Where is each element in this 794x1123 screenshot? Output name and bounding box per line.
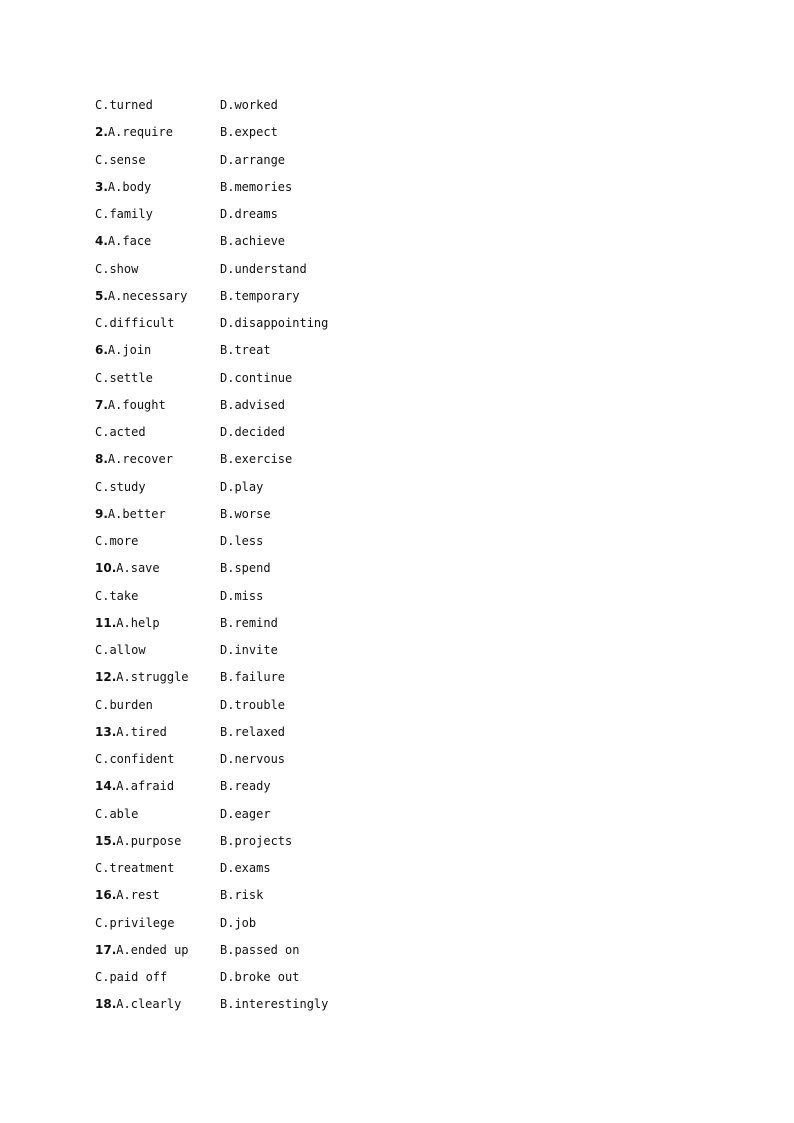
option-text: A.help: [116, 615, 160, 630]
option-left: [95, 96, 220, 114]
option-right: B.failure: [220, 670, 286, 685]
option-text: C.turned: [95, 98, 153, 112]
option-left: [95, 178, 220, 196]
option-text: C.privilege: [95, 915, 175, 930]
options-list: [95, 96, 715, 1023]
option-row: [95, 587, 715, 614]
option-right: D.dreams: [220, 207, 278, 221]
option-row: [95, 641, 715, 668]
option-row: [95, 314, 715, 341]
option-text: C.allow: [95, 643, 146, 657]
option-right: D.worked: [220, 98, 278, 112]
question-number: 13.: [95, 724, 117, 739]
option-left: [95, 859, 220, 877]
option-text: A.require: [107, 125, 173, 140]
option-right: D.miss: [220, 588, 264, 603]
option-left: [95, 914, 220, 932]
option-right: D.invite: [220, 643, 278, 657]
option-left: [95, 260, 220, 278]
option-row: [95, 832, 715, 859]
question-number: 17.: [95, 942, 117, 957]
option-right: B.interestingly: [220, 997, 329, 1012]
option-left: [95, 423, 220, 441]
option-left: [95, 750, 220, 768]
option-right: B.passed on: [220, 942, 300, 957]
option-left: [95, 151, 220, 169]
option-left: [95, 886, 220, 904]
option-left: [95, 450, 220, 468]
option-right: B.advised: [220, 397, 286, 412]
question-number: 7.: [95, 397, 108, 412]
option-row: [95, 396, 715, 423]
option-left: [95, 641, 220, 659]
option-left: [95, 478, 220, 496]
option-right: D.broke out: [220, 970, 300, 984]
option-left: [95, 341, 220, 359]
question-number: 9.: [95, 506, 108, 521]
question-number: 18.: [95, 997, 117, 1012]
option-row: [95, 123, 715, 150]
option-left: [95, 941, 220, 959]
option-text: A.tired: [116, 724, 167, 739]
option-row: [95, 341, 715, 368]
option-text: A.better: [107, 506, 166, 521]
option-row: [95, 914, 715, 941]
option-left: [95, 314, 220, 332]
question-number: 12.: [95, 670, 117, 685]
option-text: A.afraid: [116, 779, 175, 794]
option-row: [95, 859, 715, 886]
question-number: 3.: [95, 179, 108, 194]
option-left: [95, 287, 220, 305]
question-number: 4.: [95, 234, 108, 249]
option-row: [95, 559, 715, 586]
option-row: [95, 696, 715, 723]
option-text: C.family: [95, 207, 153, 221]
option-text: A.face: [107, 234, 152, 249]
option-right: D.trouble: [220, 697, 286, 712]
option-left: [95, 532, 220, 550]
option-text: A.body: [107, 179, 152, 194]
option-row: [95, 941, 715, 968]
option-right: D.understand: [220, 261, 307, 276]
option-row: [95, 723, 715, 750]
option-right: B.memories: [220, 179, 293, 194]
option-row: [95, 614, 715, 641]
option-right: B.projects: [220, 833, 293, 848]
question-number: 11.: [95, 615, 117, 630]
option-right: B.achieve: [220, 234, 286, 249]
option-row: [95, 232, 715, 259]
option-text: C.acted: [95, 425, 146, 439]
option-text: C.able: [95, 806, 139, 821]
question-number: 15.: [95, 833, 117, 848]
option-text: C.paid off: [95, 970, 168, 984]
option-left: [95, 723, 220, 741]
option-left: [95, 587, 220, 605]
option-text: C.show: [95, 261, 139, 276]
option-left: [95, 668, 220, 686]
option-right: D.decided: [220, 425, 286, 439]
option-text: A.recover: [107, 452, 173, 467]
option-right: B.expect: [220, 125, 278, 140]
option-text: C.take: [95, 588, 139, 603]
option-row: [95, 750, 715, 777]
option-text: C.confident: [95, 752, 175, 766]
option-left: [95, 559, 220, 577]
option-left: [95, 968, 220, 986]
option-row: [95, 423, 715, 450]
option-text: A.fought: [107, 397, 166, 412]
option-text: A.rest: [116, 888, 160, 903]
option-left: [95, 369, 220, 387]
option-right: B.remind: [220, 615, 278, 630]
question-number: 14.: [95, 779, 117, 794]
option-right: B.spend: [220, 561, 271, 576]
option-row: [95, 151, 715, 178]
option-text: C.study: [95, 479, 146, 494]
option-left: [95, 232, 220, 250]
option-text: A.purpose: [116, 833, 182, 848]
option-row: [95, 178, 715, 205]
question-number: 6.: [95, 343, 108, 358]
option-text: C.treatment: [95, 861, 175, 875]
option-left: [95, 614, 220, 632]
option-text: A.clearly: [116, 997, 182, 1012]
question-number: 16.: [95, 888, 117, 903]
option-text: C.burden: [95, 697, 153, 712]
option-right: B.exercise: [220, 452, 293, 467]
option-right: D.eager: [220, 806, 271, 821]
question-number: 5.: [95, 288, 108, 303]
question-number: 8.: [95, 452, 108, 467]
option-right: D.play: [220, 479, 264, 494]
option-left: [95, 123, 220, 141]
option-text: A.save: [116, 561, 160, 576]
option-right: B.worse: [220, 506, 271, 521]
option-right: D.disappointing: [220, 316, 329, 330]
option-right: D.job: [220, 915, 257, 930]
option-row: [95, 777, 715, 804]
option-right: D.continue: [220, 370, 293, 385]
option-text: A.ended up: [116, 942, 189, 957]
option-right: D.arrange: [220, 152, 286, 167]
option-row: [95, 260, 715, 287]
option-right: B.relaxed: [220, 724, 286, 739]
option-left: [95, 505, 220, 523]
option-right: D.exams: [220, 861, 271, 875]
option-left: [95, 696, 220, 714]
option-row: [95, 886, 715, 913]
question-number: 2.: [95, 125, 108, 140]
option-row: [95, 968, 715, 995]
option-left: [95, 995, 220, 1013]
option-text: C.sense: [95, 152, 146, 167]
option-right: D.nervous: [220, 752, 286, 766]
option-left: [95, 205, 220, 223]
option-right: B.ready: [220, 779, 271, 794]
option-row: [95, 995, 715, 1022]
option-row: [95, 369, 715, 396]
option-text: C.more: [95, 534, 139, 548]
option-left: [95, 832, 220, 850]
option-left: [95, 805, 220, 823]
option-row: [95, 478, 715, 505]
option-text: A.necessary: [107, 288, 188, 303]
option-right: B.risk: [220, 888, 264, 903]
option-left: [95, 777, 220, 795]
option-row: [95, 532, 715, 559]
option-row: [95, 287, 715, 314]
option-text: C.settle: [95, 370, 153, 385]
option-text: A.join: [107, 343, 152, 358]
option-right: B.temporary: [220, 288, 300, 303]
option-row: [95, 505, 715, 532]
option-text: A.struggle: [116, 670, 189, 685]
option-row: [95, 450, 715, 477]
question-number: 10.: [95, 561, 117, 576]
option-row: [95, 96, 715, 123]
option-left: [95, 396, 220, 414]
option-right: D.less: [220, 534, 264, 548]
option-row: [95, 668, 715, 695]
option-row: [95, 205, 715, 232]
option-row: [95, 805, 715, 832]
option-text: C.difficult: [95, 316, 175, 330]
option-right: B.treat: [220, 343, 271, 358]
